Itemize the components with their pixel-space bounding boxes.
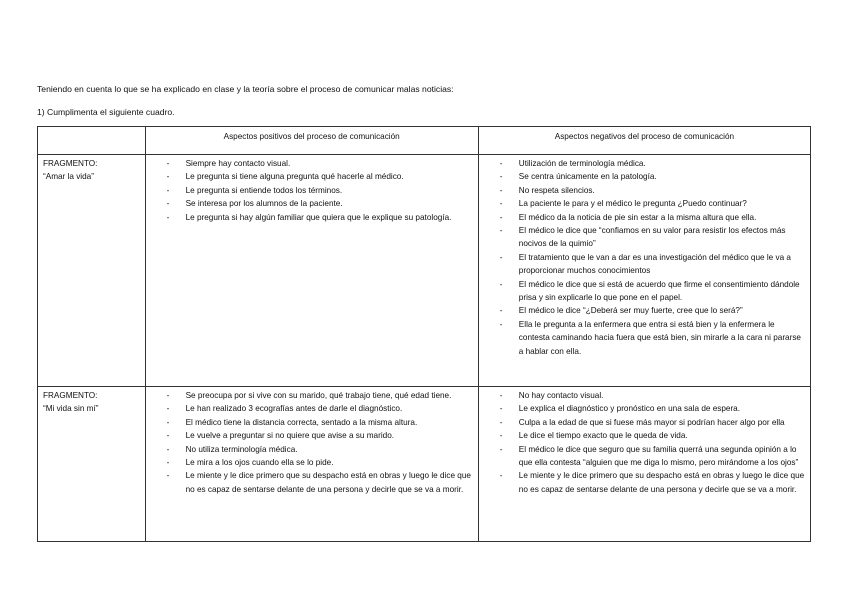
fragment-label: FRAGMENTO: [43,159,98,168]
list-item: - El médico le dice que si está de acuerdo que firme el consentimiento dándole prisa y sin explicarle lo que pone en el papel. [484,278,805,305]
list-item: - No respeta silencios. [484,184,805,197]
list-item: - Le miente y le dice primero que su despacho está en obras y luego le dice que no es capaz de sentarse delante de una persona y decirle que se va a morir. [484,469,805,496]
list-item: - Le mira a los ojos cuando ella se lo pide. [151,456,473,469]
list-item: - El médico le dice “¿Deberá ser muy fuerte, cree que lo será?” [484,304,805,317]
list-item: - Le pregunta si entiende todos los términos. [151,184,473,197]
positives-cell [145,387,478,542]
list-item: - Le pregunta si hay algún familiar que quiera que le explique su patología. [151,211,473,224]
intro-text: Teniendo en cuenta lo que se ha explicado en clase y la teoría sobre el proceso de comunicar malas noticias: [37,84,454,94]
list-item: - La paciente le para y el médico le pregunta ¿Puedo continuar? [484,197,805,210]
list-item: - No hay contacto visual. [484,389,805,402]
list-item: - El médico le dice que seguro que su familia querrá una segunda opinión a lo que ella contesta “alguien que me diga lo mismo, pero mirándome a los ojos” [484,443,805,470]
list-item: - Le han realizado 3 ecografías antes de darle el diagnóstico. [151,402,473,415]
list-item: - Le vuelve a preguntar si no quiere que avise a su marido. [151,429,473,442]
list-item: - El tratamiento que le van a dar es una investigación del médico que le va a proporcionar muchos conocimientos [484,251,805,278]
list-item: - Le explica el diagnóstico y pronóstico en una sala de espera. [484,402,805,415]
fragment-title: “Amar la vida” [43,172,94,182]
fragment-title: “Mi vida sin mí” [43,404,99,414]
header-negative: Aspectos negativos del proceso de comunicación [478,127,810,155]
positives-cell [145,155,478,387]
positives-list [151,389,473,496]
question-text: 1) Cumplimenta el siguiente cuadro. [37,107,175,117]
comparison-table [37,126,811,542]
list-item: - Se interesa por los alumnos de la paciente. [151,197,473,210]
fragment-label: FRAGMENTO: [43,391,98,400]
list-item: - Se preocupa por si vive con su marido, qué trabajo tiene, qué edad tiene. [151,389,473,402]
list-item: - Le pregunta si tiene alguna pregunta qué hacerle al médico. [151,170,473,183]
header-positive: Aspectos positivos del proceso de comunicación [145,127,478,155]
table-row [38,387,811,542]
list-item: - Utilización de terminología médica. [484,157,805,170]
list-item: - El médico da la noticia de pie sin estar a la misma altura que ella. [484,211,805,224]
list-item: - Le dice el tiempo exacto que le queda de vida. [484,429,805,442]
list-item: - Siempre hay contacto visual. [151,157,473,170]
list-item: - El médico tiene la distancia correcta, sentado a la misma altura. [151,416,473,429]
header-row [38,127,811,155]
list-item: - Le miente y le dice primero que su despacho está en obras y luego le dice que no es capaz de sentarse delante de una persona y decirle que se va a morir. [151,469,473,496]
list-item: - No utiliza terminología médica. [151,443,473,456]
table-row [38,155,811,387]
negatives-list [484,389,805,496]
fragment-cell [38,155,146,387]
list-item: - Ella le pregunta a la enfermera que entra si está bien y la enfermera le contesta caminando hacia fuera que está bien, sin mirarle a la cara ni pararse a hablar con ella. [484,318,805,358]
list-item: - Se centra únicamente en la patología. [484,170,805,183]
list-item: - El médico le dice que “confiamos en su valor para resistir los efectos más nocivos de la quimio” [484,224,805,251]
negatives-cell [478,155,810,387]
header-empty [38,127,146,155]
list-item: - Culpa a la edad de que si fuese más mayor si podrían hacer algo por ella [484,416,805,429]
positives-list [151,157,473,224]
fragment-cell [38,387,146,542]
negatives-list [484,157,805,358]
negatives-cell [478,387,810,542]
